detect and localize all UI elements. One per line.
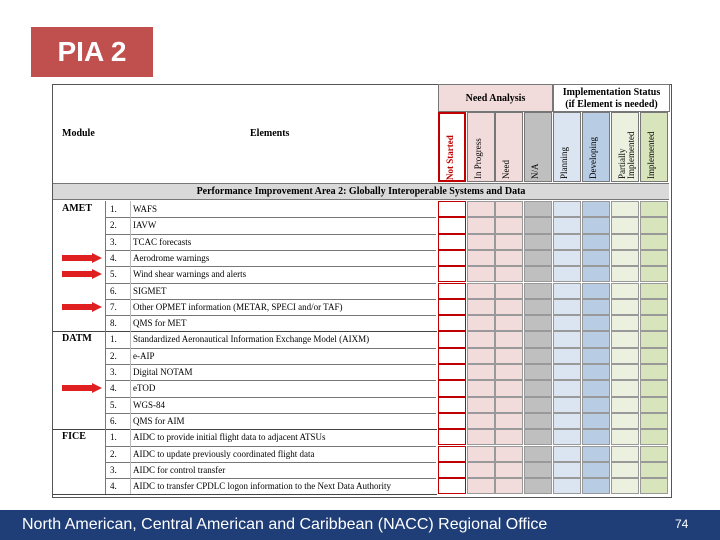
row-divider bbox=[106, 315, 436, 316]
module-column-divider bbox=[105, 201, 106, 494]
row-number: 4. bbox=[110, 481, 117, 492]
row-number: 5. bbox=[110, 269, 117, 280]
row-divider bbox=[106, 348, 436, 349]
element-label: QMS for AIM bbox=[133, 415, 185, 426]
status-cell bbox=[467, 266, 495, 282]
status-cell bbox=[553, 315, 581, 331]
status-cell bbox=[524, 348, 552, 364]
status-cell bbox=[553, 380, 581, 396]
status-cell bbox=[553, 364, 581, 380]
status-cell bbox=[553, 234, 581, 250]
row-number: 1. bbox=[110, 334, 117, 345]
row-number: 3. bbox=[110, 464, 117, 475]
status-cell bbox=[611, 315, 639, 331]
status-cell bbox=[640, 217, 668, 233]
row-divider bbox=[106, 283, 436, 284]
pointer-arrow-shape bbox=[62, 269, 102, 279]
status-cell bbox=[582, 283, 610, 299]
status-cell bbox=[438, 364, 466, 380]
status-column-label: Not Started bbox=[445, 135, 455, 180]
status-cell bbox=[640, 250, 668, 266]
status-cell bbox=[640, 446, 668, 462]
status-cell bbox=[524, 478, 552, 494]
element-label: Other OPMET information (METAR, SPECI and/or TAF) bbox=[133, 301, 343, 312]
status-cell bbox=[611, 217, 639, 233]
status-cell bbox=[467, 234, 495, 250]
status-cell bbox=[582, 250, 610, 266]
element-label: e-AIP bbox=[133, 350, 155, 361]
status-cell bbox=[611, 478, 639, 494]
module-divider bbox=[53, 494, 437, 495]
status-cell bbox=[495, 478, 523, 494]
module-divider bbox=[53, 429, 437, 430]
status-cell bbox=[495, 331, 523, 347]
status-cell bbox=[495, 315, 523, 331]
row-divider bbox=[106, 478, 436, 479]
page-title: PIA 2 bbox=[31, 27, 153, 77]
status-cell bbox=[582, 299, 610, 315]
status-cell bbox=[640, 331, 668, 347]
row-number: 6. bbox=[110, 285, 117, 296]
row-divider bbox=[106, 397, 436, 398]
status-cell bbox=[640, 348, 668, 364]
status-cell bbox=[553, 413, 581, 429]
element-label: eTOD bbox=[133, 383, 156, 394]
status-cell bbox=[611, 250, 639, 266]
status-cell bbox=[553, 283, 581, 299]
element-label: Aerodrome warnings bbox=[133, 252, 210, 263]
status-cell bbox=[495, 364, 523, 380]
status-column-label: In Progress bbox=[473, 138, 483, 179]
row-number: 3. bbox=[110, 236, 117, 247]
status-cell bbox=[582, 462, 610, 478]
element-label: AIDC to transfer CPDLC logon information to the Next Data Authority bbox=[133, 481, 391, 492]
status-cell bbox=[495, 266, 523, 282]
row-number: 4. bbox=[110, 383, 117, 394]
status-cell bbox=[467, 217, 495, 233]
need-analysis-header: Need Analysis bbox=[438, 84, 553, 112]
status-cell bbox=[640, 397, 668, 413]
status-column-header bbox=[495, 112, 523, 182]
status-cell bbox=[438, 217, 466, 233]
status-column-header bbox=[438, 112, 466, 182]
element-label: QMS for MET bbox=[133, 318, 187, 329]
status-cell bbox=[611, 429, 639, 445]
status-cell bbox=[524, 397, 552, 413]
status-cell bbox=[640, 266, 668, 282]
row-number: 2. bbox=[110, 350, 117, 361]
status-column-header bbox=[467, 112, 495, 182]
element-label: SIGMET bbox=[133, 285, 167, 296]
module-divider bbox=[53, 331, 437, 332]
status-cell bbox=[553, 478, 581, 494]
status-cell bbox=[582, 397, 610, 413]
implementation-status-note: (if Element is needed) bbox=[565, 99, 658, 110]
status-cell bbox=[467, 315, 495, 331]
row-number: 8. bbox=[110, 318, 117, 329]
status-cell bbox=[467, 446, 495, 462]
element-label: Wind shear warnings and alerts bbox=[133, 269, 247, 280]
status-cell bbox=[467, 331, 495, 347]
element-label: TCAC forecasts bbox=[133, 236, 192, 247]
status-column-label: Implemented bbox=[646, 131, 656, 179]
row-divider bbox=[106, 413, 436, 414]
status-cell bbox=[611, 348, 639, 364]
status-cell bbox=[438, 331, 466, 347]
status-cell bbox=[524, 234, 552, 250]
element-label: WAFS bbox=[133, 204, 158, 214]
status-column-label: Planning bbox=[559, 146, 569, 179]
status-cell bbox=[524, 331, 552, 347]
status-cell bbox=[611, 446, 639, 462]
status-cell bbox=[467, 429, 495, 445]
status-column-label: N/A bbox=[530, 163, 540, 179]
status-cell bbox=[495, 234, 523, 250]
footer-bar bbox=[0, 510, 720, 540]
module-label: AMET bbox=[62, 203, 92, 214]
status-cell bbox=[582, 364, 610, 380]
status-column-header bbox=[611, 112, 639, 182]
status-cell bbox=[495, 413, 523, 429]
elements-column-header: Elements bbox=[250, 128, 290, 139]
status-cell bbox=[640, 380, 668, 396]
pointer-arrow-icon bbox=[62, 269, 102, 279]
row-number: 7. bbox=[110, 301, 117, 312]
element-label: WGS-84 bbox=[133, 399, 165, 410]
number-column-divider bbox=[130, 201, 131, 494]
element-label: Standardized Aeronautical Information Exchange Model (AIXM) bbox=[133, 334, 370, 345]
status-cell bbox=[467, 201, 495, 217]
status-cell bbox=[524, 283, 552, 299]
status-column-label: Partially Implemented bbox=[617, 131, 636, 179]
status-cell bbox=[524, 299, 552, 315]
status-cell bbox=[582, 348, 610, 364]
row-number: 4. bbox=[110, 252, 117, 263]
status-cell bbox=[582, 201, 610, 217]
status-cell bbox=[495, 299, 523, 315]
row-number: 6. bbox=[110, 415, 117, 426]
status-cell bbox=[640, 429, 668, 445]
status-cell bbox=[611, 283, 639, 299]
module-column-header: Module bbox=[62, 128, 95, 139]
status-cell bbox=[582, 331, 610, 347]
status-cell bbox=[467, 250, 495, 266]
status-cell bbox=[438, 315, 466, 331]
status-cell bbox=[611, 299, 639, 315]
status-column-label: Developing bbox=[588, 137, 598, 179]
status-cell bbox=[524, 217, 552, 233]
status-cell bbox=[553, 201, 581, 217]
status-column-label: Need bbox=[501, 160, 511, 179]
status-cell bbox=[582, 217, 610, 233]
status-cell bbox=[611, 364, 639, 380]
pointer-arrow-icon bbox=[62, 383, 102, 393]
status-cell bbox=[438, 413, 466, 429]
row-divider bbox=[106, 299, 436, 300]
status-cell bbox=[640, 413, 668, 429]
status-cell bbox=[640, 462, 668, 478]
status-cell bbox=[582, 413, 610, 429]
status-cell bbox=[582, 266, 610, 282]
status-cell bbox=[553, 299, 581, 315]
status-cell bbox=[495, 217, 523, 233]
pointer-arrow-icon bbox=[62, 253, 102, 263]
status-cell bbox=[524, 364, 552, 380]
status-cell bbox=[495, 348, 523, 364]
status-cell bbox=[524, 266, 552, 282]
status-column-header bbox=[524, 112, 552, 182]
element-label: Digital NOTAM bbox=[133, 367, 193, 377]
status-cell bbox=[438, 234, 466, 250]
status-cell bbox=[553, 348, 581, 364]
status-cell bbox=[611, 331, 639, 347]
status-cell bbox=[467, 478, 495, 494]
status-cell bbox=[438, 397, 466, 413]
status-cell bbox=[582, 478, 610, 494]
status-cell bbox=[553, 250, 581, 266]
status-cell bbox=[438, 380, 466, 396]
status-cell bbox=[582, 315, 610, 331]
pointer-arrow-shape bbox=[62, 253, 102, 263]
row-divider bbox=[106, 380, 436, 381]
status-cell bbox=[524, 462, 552, 478]
status-cell bbox=[438, 446, 466, 462]
status-cell bbox=[467, 462, 495, 478]
status-cell bbox=[438, 266, 466, 282]
element-label: IAVW bbox=[133, 220, 157, 231]
status-cell bbox=[524, 413, 552, 429]
status-cell bbox=[611, 397, 639, 413]
implementation-status-header bbox=[553, 84, 670, 112]
module-label: FICE bbox=[62, 431, 86, 443]
status-cell bbox=[524, 429, 552, 445]
row-number: 1. bbox=[110, 432, 117, 443]
status-cell bbox=[495, 283, 523, 299]
pointer-arrow-shape bbox=[62, 383, 102, 393]
status-cell bbox=[467, 413, 495, 429]
status-cell bbox=[438, 201, 466, 217]
status-cell bbox=[467, 364, 495, 380]
status-column-header bbox=[640, 112, 668, 182]
status-cell bbox=[467, 299, 495, 315]
status-cell bbox=[524, 250, 552, 266]
pointer-arrow-icon bbox=[62, 302, 102, 312]
row-divider bbox=[106, 364, 436, 365]
status-cell bbox=[467, 397, 495, 413]
status-cell bbox=[582, 234, 610, 250]
section-title: Performance Improvement Area 2: Globally Interoperable Systems and Data bbox=[53, 183, 669, 200]
status-cell bbox=[495, 462, 523, 478]
status-cell bbox=[611, 380, 639, 396]
status-cell bbox=[467, 380, 495, 396]
row-number: 5. bbox=[110, 399, 117, 410]
module-label: DATM bbox=[62, 333, 92, 345]
status-cell bbox=[438, 299, 466, 315]
status-cell bbox=[524, 446, 552, 462]
status-cell bbox=[438, 250, 466, 266]
row-divider bbox=[106, 234, 436, 235]
status-cell bbox=[495, 429, 523, 445]
status-cell bbox=[640, 299, 668, 315]
row-divider bbox=[106, 446, 436, 447]
status-column-header bbox=[582, 112, 610, 182]
status-cell bbox=[524, 315, 552, 331]
status-cell bbox=[611, 462, 639, 478]
implementation-status-label: Implementation Status bbox=[562, 87, 661, 98]
status-cell bbox=[553, 462, 581, 478]
status-cell bbox=[438, 478, 466, 494]
status-cell bbox=[467, 283, 495, 299]
row-number: 3. bbox=[110, 367, 117, 377]
status-cell bbox=[611, 201, 639, 217]
page-number: 74 bbox=[675, 517, 689, 531]
status-cell bbox=[640, 201, 668, 217]
status-cell bbox=[495, 446, 523, 462]
status-cell bbox=[495, 201, 523, 217]
status-cell bbox=[495, 380, 523, 396]
status-cell bbox=[553, 266, 581, 282]
row-divider bbox=[106, 266, 436, 267]
status-cell bbox=[640, 315, 668, 331]
status-cell bbox=[467, 348, 495, 364]
pointer-arrow-shape bbox=[62, 302, 102, 312]
row-number: 1. bbox=[110, 204, 117, 214]
row-number: 2. bbox=[110, 448, 117, 459]
status-cell bbox=[553, 217, 581, 233]
element-label: AIDC to update previously coordinated flight data bbox=[133, 448, 315, 459]
status-cell bbox=[524, 201, 552, 217]
status-cell bbox=[640, 364, 668, 380]
status-cell bbox=[640, 234, 668, 250]
status-cell bbox=[553, 429, 581, 445]
status-cell bbox=[438, 283, 466, 299]
status-cell bbox=[495, 397, 523, 413]
status-cell bbox=[640, 478, 668, 494]
status-cell bbox=[438, 462, 466, 478]
status-cell bbox=[611, 266, 639, 282]
row-number: 2. bbox=[110, 220, 117, 231]
status-cell bbox=[582, 446, 610, 462]
row-divider bbox=[106, 217, 436, 218]
status-cell bbox=[611, 413, 639, 429]
status-cell bbox=[582, 429, 610, 445]
status-cell bbox=[553, 446, 581, 462]
row-divider bbox=[106, 462, 436, 463]
footer-office-name: North American, Central American and Caribbean (NACC) Regional Office bbox=[22, 516, 548, 533]
status-cell bbox=[438, 429, 466, 445]
element-label: AIDC to provide initial flight data to adjacent ATSUs bbox=[133, 432, 326, 443]
status-cell bbox=[495, 250, 523, 266]
status-column-header bbox=[553, 112, 581, 182]
row-divider bbox=[106, 250, 436, 251]
status-cell bbox=[524, 380, 552, 396]
status-cell bbox=[611, 234, 639, 250]
element-label: AIDC for control transfer bbox=[133, 464, 226, 475]
status-cell bbox=[582, 380, 610, 396]
status-cell bbox=[553, 397, 581, 413]
status-cell bbox=[553, 331, 581, 347]
status-cell bbox=[640, 283, 668, 299]
status-cell bbox=[438, 348, 466, 364]
